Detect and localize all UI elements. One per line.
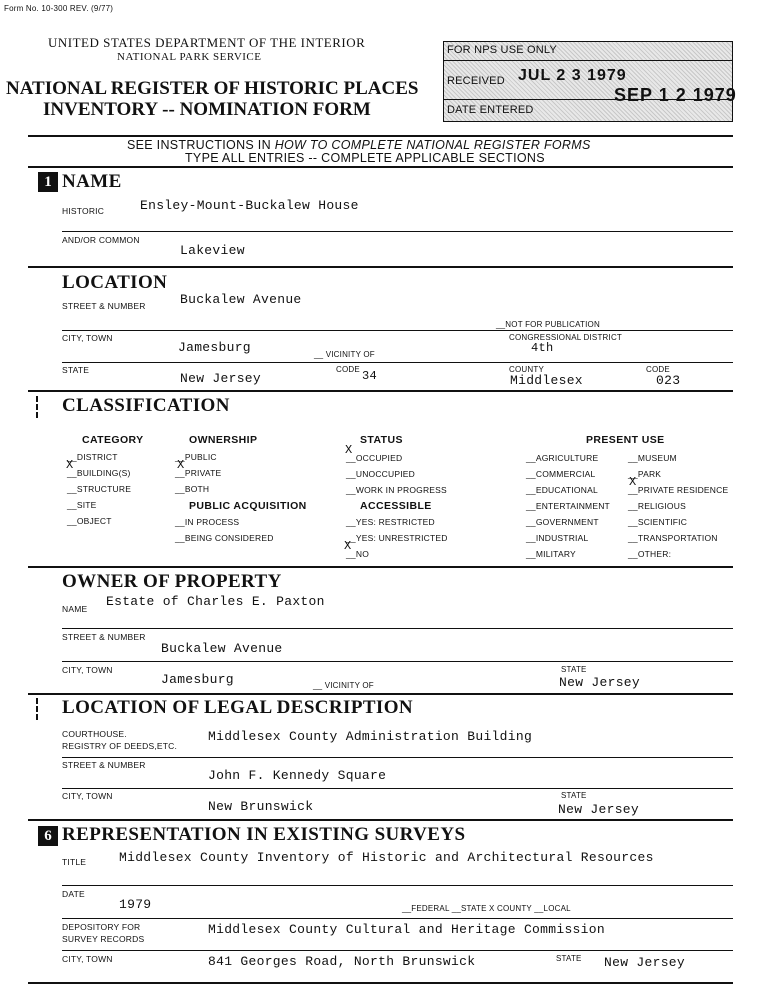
historic-label: HISTORIC [62,206,105,216]
category-site: __SITE [67,500,97,510]
section-6-number: 6 [38,826,58,846]
county-code-label: CODE [646,365,670,374]
legal-street: John F. Kennedy Square [208,768,387,783]
access-yes-restricted: __YES: RESTRICTED [346,517,435,527]
owner-city: Jamesburg [161,672,234,687]
courthouse-label-1: COURTHOUSE. [62,729,127,739]
survey-state: New Jersey [604,955,686,970]
owner-state-label: STATE [561,665,587,674]
survey-city: 841 Georges Road, North Brunswick [208,954,476,969]
state-code: 34 [362,369,378,383]
congressional-district: 4th [531,341,554,355]
use-religious: __RELIGIOUS [628,501,686,511]
status-occupied: __OCCUPIED [346,453,403,463]
survey-date-label: DATE [62,889,85,899]
status-heading: STATUS [360,434,403,446]
use-military: __MILITARY [526,549,576,559]
ownership-private: __PRIVATE [175,468,222,478]
instructions-line1: SEE INSTRUCTIONS IN HOW TO COMPLETE NATIONAL REGISTER FORMS [127,138,591,152]
category-object: __OBJECT [67,516,112,526]
historic-name: Ensley-Mount-Buckalew House [140,198,359,213]
common-name-label: AND/OR COMMON [62,235,140,245]
department-name: UNITED STATES DEPARTMENT OF THE INTERIOR [48,35,366,50]
legal-city: New Brunswick [208,799,314,814]
county: Middlesex [510,373,583,388]
survey-title-label: TITLE [62,857,87,867]
owner-city-label: CITY, TOWN [62,665,113,675]
use-park: __PARK [628,469,662,479]
location-state: New Jersey [180,371,262,386]
location-state-label: STATE [62,365,90,375]
location-vicinity: __ VICINITY OF [314,350,375,359]
location-city-label: CITY, TOWN [62,333,113,343]
legal-city-label: CITY, TOWN [62,791,113,801]
accessible-heading: ACCESSIBLE [360,500,432,512]
status-unoccupied: __UNOCCUPIED [346,469,415,479]
date-entered-stamp: SEP 1 2 1979 [614,85,737,105]
courthouse: Middlesex County Administration Building [208,729,533,744]
section-5-marker [36,698,40,720]
owner-street-label: STREET & NUMBER [62,632,146,642]
survey-date: 1979 [119,897,152,912]
use-transportation: __TRANSPORTATION [628,533,718,543]
owner-vicinity: __ VICINITY OF [313,681,374,690]
courthouse-label-2: REGISTRY OF DEEDS,ETC. [62,741,178,751]
survey-levels: __FEDERAL __STATE X COUNTY __LOCAL [402,904,571,913]
legal-state-label: STATE [561,791,587,800]
nps-use-box [443,41,737,122]
no-access-checkmark: X [344,539,352,553]
ownership-heading: OWNERSHIP [189,434,258,446]
survey-title: Middlesex County Inventory of Historic and Architectural Resources [119,850,654,865]
access-yes-unrestricted: __YES: UNRESTRICTED [346,533,448,543]
present-use-heading: PRESENT USE [586,434,665,446]
service-name: NATIONAL PARK SERVICE [117,51,262,63]
location-city: Jamesburg [178,340,251,355]
section-3-title: CLASSIFICATION [62,395,230,416]
category-structure: __STRUCTURE [67,484,132,494]
status-work-in-progress: __WORK IN PROGRESS [346,485,447,495]
section-3-marker [36,396,40,418]
occupied-checkmark: X [345,443,353,457]
congressional-district-label: CONGRESSIONAL DISTRICT [509,333,623,342]
access-no: __NO [346,549,370,559]
county-code: 023 [656,373,681,388]
ownership-public: __PUBLIC [175,452,217,462]
legal-street-label: STREET & NUMBER [62,760,146,770]
category-district: __DISTRICT [67,452,118,462]
owner-name-label: NAME [62,604,88,614]
use-scientific: __SCIENTIFIC [628,517,688,527]
form-number: Form No. 10-300 REV. (9/77) [4,4,114,13]
owner-street: Buckalew Avenue [161,641,283,656]
use-private-residence: __PRIVATE RESIDENCE [628,485,729,495]
depository-label-1: DEPOSITORY FOR [62,922,141,932]
category-heading: CATEGORY [82,434,144,446]
legal-state: New Jersey [558,802,640,817]
survey-city-label: CITY, TOWN [62,954,113,964]
use-museum: __MUSEUM [628,453,677,463]
section-2-title: LOCATION [62,272,168,293]
date-entered-label: DATE ENTERED [447,104,534,116]
form-title-line2: INVENTORY -- NOMINATION FORM [43,99,371,120]
received-stamp: JUL 2 3 1979 [518,67,627,84]
section-5-title: LOCATION OF LEGAL DESCRIPTION [62,697,414,718]
form-title-line1: NATIONAL REGISTER OF HISTORIC PLACES [6,78,419,99]
owner-name: Estate of Charles E. Paxton [106,594,325,609]
acquisition-in-process: __IN PROCESS [175,517,240,527]
acquisition-being-considered: __BEING CONSIDERED [175,533,274,543]
nps-use-label: FOR NPS USE ONLY [447,44,557,56]
depository: Middlesex County Cultural and Heritage Commission [208,922,605,937]
category-buildings: __BUILDING(S) [67,468,131,478]
survey-state-label: STATE [556,954,582,963]
owner-state: New Jersey [559,675,641,690]
use-government: __GOVERNMENT [526,517,599,527]
ownership-both: __BOTH [175,484,210,494]
use-other: __OTHER: [628,549,672,559]
common-name: Lakeview [180,243,245,258]
use-industrial: __INDUSTRIAL [526,533,589,543]
private-residence-checkmark: X [629,475,637,489]
received-label: RECEIVED [447,75,505,87]
state-code-label: CODE [336,365,360,374]
section-1-title: NAME [62,171,122,192]
location-street-label: STREET & NUMBER [62,301,146,311]
use-commercial: __COMMERCIAL [526,469,596,479]
instructions-line2: TYPE ALL ENTRIES -- COMPLETE APPLICABLE SECTIONS [185,151,545,165]
section-6-title: REPRESENTATION IN EXISTING SURVEYS [62,824,466,845]
private-checkmark: X [177,458,185,472]
not-for-publication: __NOT FOR PUBLICATION [496,320,600,329]
location-street: Buckalew Avenue [180,292,302,307]
public-acquisition-heading: PUBLIC ACQUISITION [189,500,307,512]
use-entertainment: __ENTERTAINMENT [526,501,610,511]
section-1-number: 1 [38,172,58,192]
section-4-title: OWNER OF PROPERTY [62,571,282,592]
use-educational: __EDUCATIONAL [526,485,598,495]
buildings-checkmark: X [66,458,74,472]
use-agriculture: __AGRICULTURE [526,453,599,463]
county-label: COUNTY [509,365,544,374]
depository-label-2: SURVEY RECORDS [62,934,145,944]
